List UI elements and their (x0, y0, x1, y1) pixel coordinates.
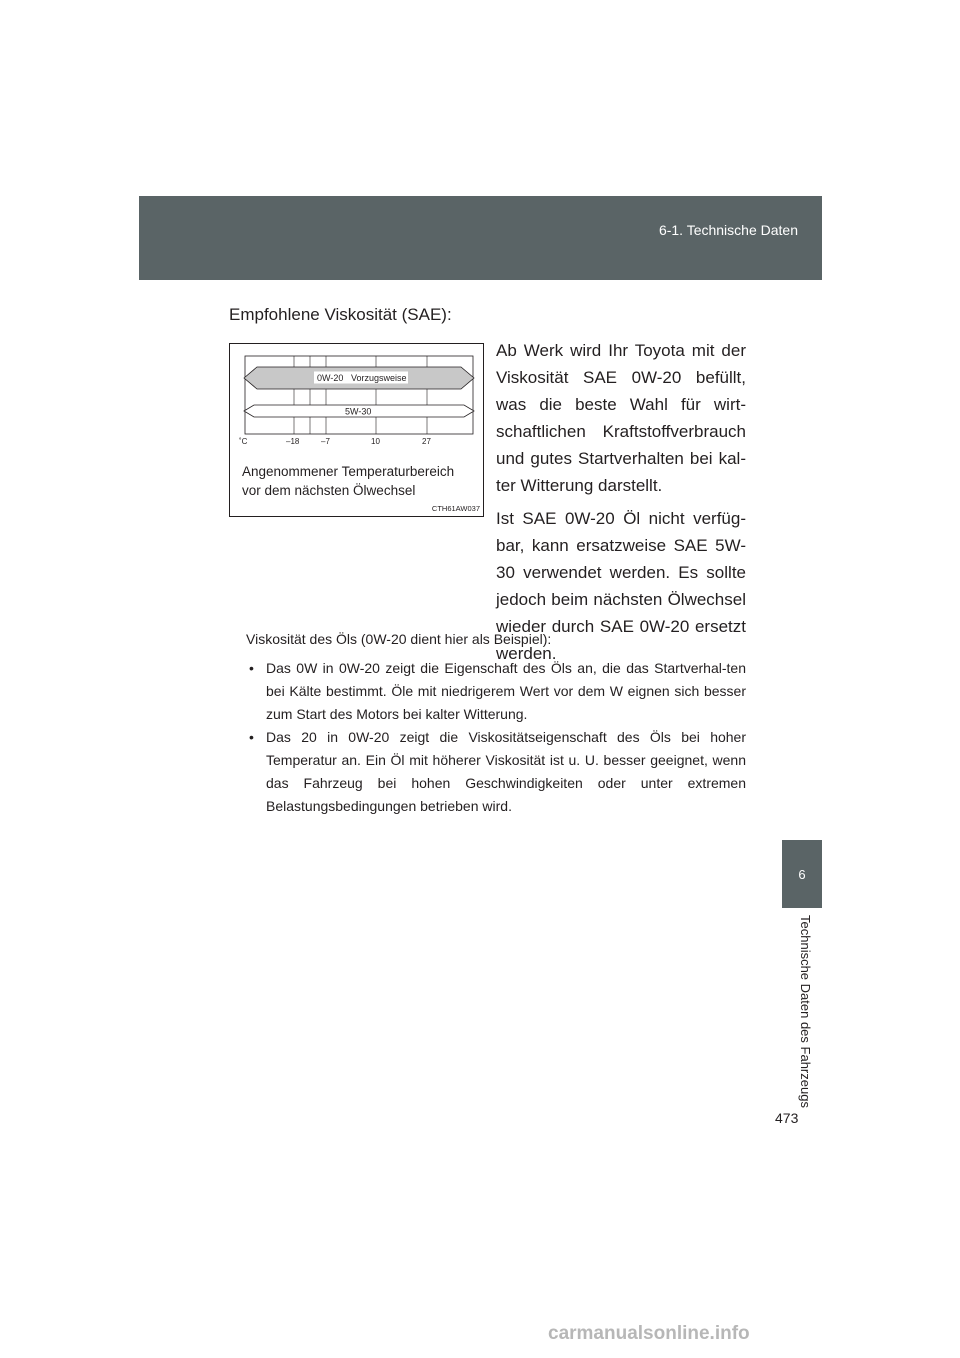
bullet-icon: • (249, 729, 254, 745)
heading: Empfohlene Viskosität (SAE): (229, 305, 452, 324)
body-text (496, 337, 746, 673)
tick-label: –7 (321, 437, 330, 446)
chapter-number: 6 (798, 866, 806, 882)
chapter-number-tab (782, 840, 822, 908)
bar2-label: 5W-30 (345, 406, 372, 417)
header-band (139, 196, 822, 280)
watermark: carmanualsonline.info (548, 1323, 750, 1344)
tick-label: 10 (371, 437, 380, 446)
viscosity-note (246, 628, 746, 818)
note-list (246, 657, 746, 818)
bar1-sublabel: Vorzugsweise (351, 373, 407, 383)
figure-caption-line: Angenommener Temperaturbereich (242, 464, 455, 479)
list-item (246, 657, 746, 726)
list-item-text: Das 0W in 0W-20 zeigt die Eigenschaft des Öls an, die das Startverhal-ten bei Kälte bestimmt. Öle mit niedrigerem Wert vor dem W eignen sich besser zum Start des Motors bei kalter Witterung. (266, 660, 746, 722)
bullet-icon: • (249, 660, 254, 676)
page-number: 473 (775, 1110, 799, 1126)
viscosity-figure (229, 343, 484, 517)
note-intro: Viskosität des Öls (0W-20 dient hier als Beispiel): (246, 631, 552, 647)
tick-label: 27 (422, 437, 431, 446)
bar1-label: 0W-20 (317, 373, 344, 383)
chapter-title: Technische Daten des Fahrzeugs (798, 915, 813, 1108)
figure-caption (242, 462, 472, 500)
list-item-text: Das 20 in 0W-20 zeigt die Viskositätseigenschaft des Öls bei hoher Temperatur an. Ein Öl mit höherer Viskosität ist u. U. besser geeignet, wenn das Fahrzeug bei hohen Geschwindigkeiten oder unter extremen Belastungsbedingungen betrieben wird. (266, 729, 746, 814)
figure-code: CTH61AW037 (431, 504, 480, 513)
body-paragraph: Ist SAE 0W-20 Öl nicht verfüg-bar, kann ersatzweise SAE 5W-30 verwendet werden. Es sollte jedoch beim nächsten Ölwechsel wieder durch SAE 0W-20 ersetzt werden. (496, 509, 746, 663)
tick-label: –18 (286, 437, 300, 446)
body-paragraph: Ab Werk wird Ihr Toyota mit der Viskosität SAE 0W-20 befüllt, was die beste Wahl für wirt-schaftlichen Kraftstoffverbrauch und gutes Startverhalten bei kal-ter Witterung darstellt. (496, 341, 746, 495)
section-title: 6-1. Technische Daten (658, 222, 798, 238)
list-item (246, 726, 746, 818)
figure-caption-line: vor dem nächsten Ölwechsel (242, 483, 416, 498)
unit-label: ˚C (239, 437, 248, 446)
